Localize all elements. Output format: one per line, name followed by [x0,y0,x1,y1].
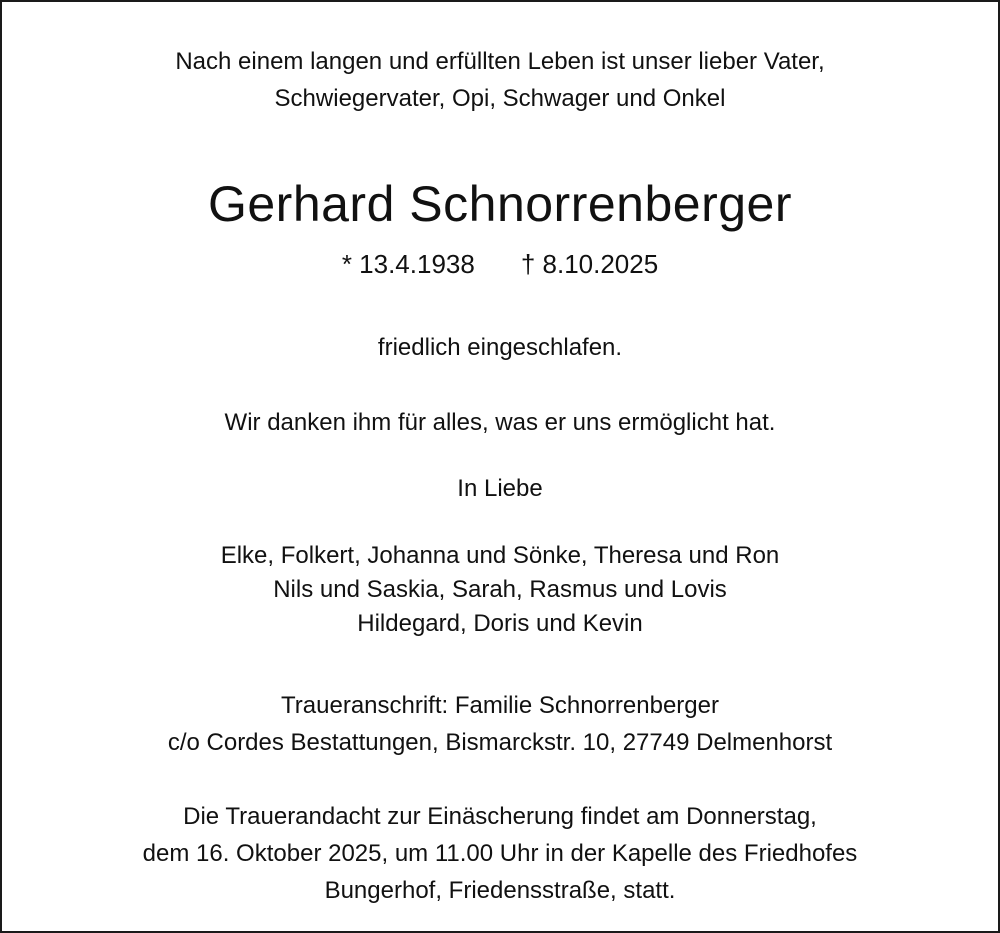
intro-line-2: Schwiegervater, Opi, Schwager und Onkel [274,85,726,112]
deceased-name: Gerhard Schnorrenberger [207,176,793,232]
mourners-line-1: Elke, Folkert, Johanna und Sönke, Theresa und Ron [220,542,780,569]
birth-date: * 13.4.1938 [341,249,475,279]
death-date: † 8.10.2025 [520,249,659,279]
address-line-1: Traueranschrift: Familie Schnorrenberger [281,692,719,719]
mourners-line-3: Hildegard, Doris und Kevin [357,610,643,637]
life-dates [2,247,998,281]
passed-text: friedlich eingeschlafen. [377,334,623,361]
service-line-1: Die Trauerandacht zur Einäscherung findet am Donnerstag, [183,803,817,830]
intro-line-1: Nach einem langen und erfüllten Leben ist unser lieber Vater, [175,48,825,75]
address-line-2: c/o Cordes Bestattungen, Bismarckstr. 10, 27749 Delmenhorst [167,729,833,756]
mourners-line-2: Nils und Saskia, Sarah, Rasmus und Lovis [273,576,727,603]
closing-text: In Liebe [457,475,543,502]
service-line-3: Bungerhof, Friedensstraße, statt. [324,877,676,904]
service-line-2: dem 16. Oktober 2025, um 11.00 Uhr in der Kapelle des Friedhofes [142,840,858,867]
thanks-text: Wir danken ihm für alles, was er uns ermöglicht hat. [224,409,776,436]
